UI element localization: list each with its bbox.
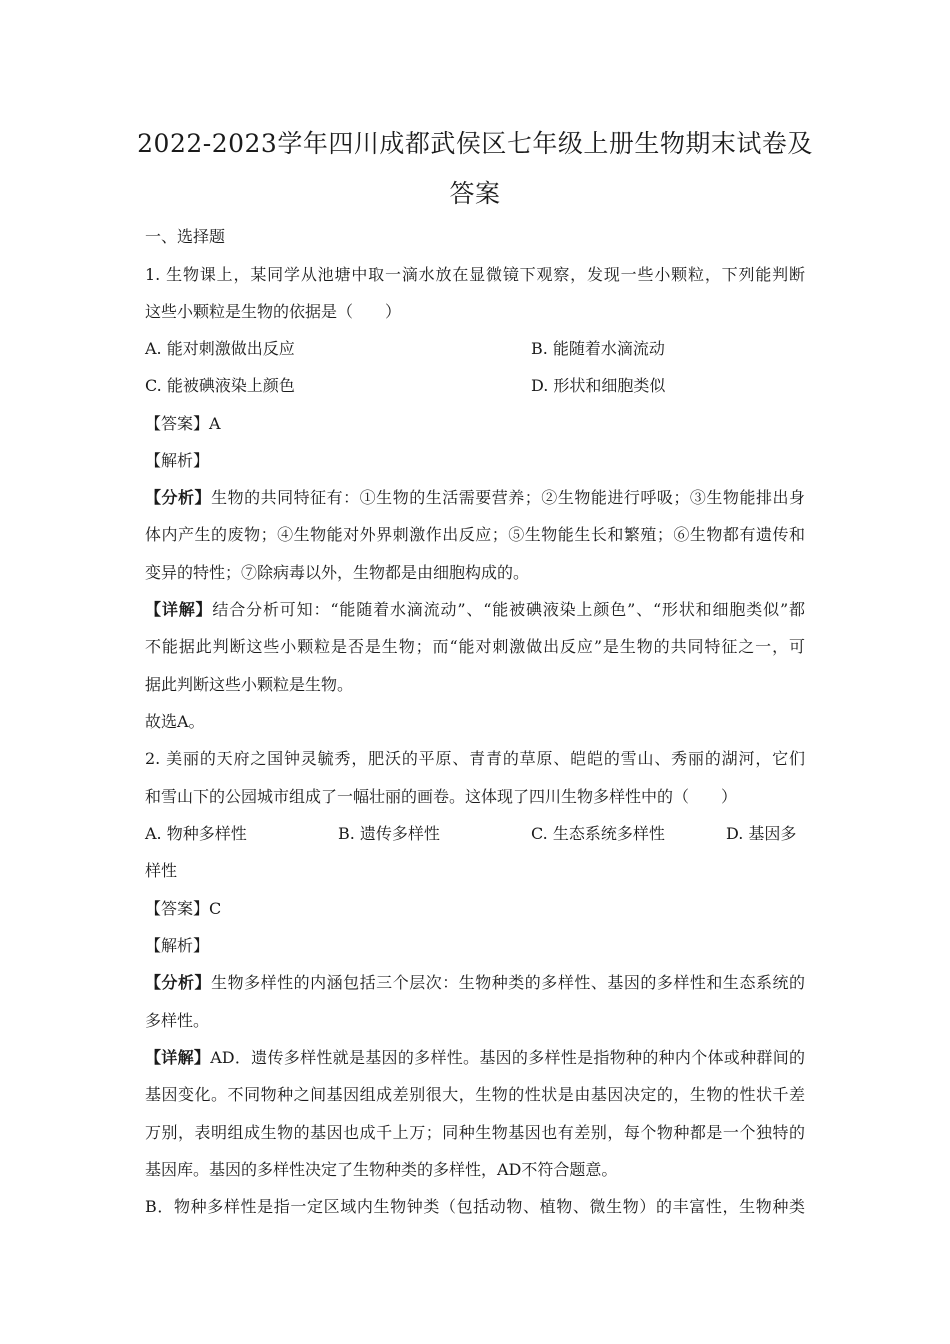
q1-fenxi-text-1: 生物的共同特征有：①生物的生活需要营养；②生物能进行呼吸；③生物能排出身 — [211, 488, 805, 507]
q1-xiangjie-line-1 — [145, 597, 805, 620]
q2-stem-line-2: 和雪山下的公园城市组成了一幅壮丽的画卷。这体现了四川生物多样性中的（ ） — [145, 787, 738, 806]
q1-xiangjie-line-2: 不能据此判断这些小颗粒是否是生物；而“能对刺激做出反应”是生物的共同特征之一，可 — [145, 637, 805, 656]
q2-xiangjie-text-1: AD．遗传多样性就是基因的多样性。基因的多样性是指物种的种内个体或种群间的 — [210, 1048, 805, 1067]
q2-xiangjie-line-2: 基因变化。不同物种之间基因组成差别很大，生物的性状是由基因决定的，生物的性状千差 — [145, 1085, 805, 1104]
q2-option-d: D. 基因多 — [726, 824, 797, 843]
q1-fenxi-line-1 — [145, 485, 805, 508]
q2-xiangjie-tag: 【详解】 — [145, 1048, 211, 1067]
q1-jiexi-label: 【解析】 — [145, 451, 210, 470]
q2-jiexi-label: 【解析】 — [145, 936, 210, 955]
q2-fenxi-line-2: 多样性。 — [145, 1011, 210, 1030]
section-heading: 一、选择题 — [145, 227, 226, 246]
q2-xiangjie-line-5: B．物种多样性是指一定区域内生物钟类（包括动物、植物、微生物）的丰富性，生物种类 — [145, 1197, 805, 1216]
q2-option-a: A. 物种多样性 — [145, 824, 247, 843]
q2-answer: 【答案】C — [145, 899, 222, 918]
q1-option-c: C. 能被碘液染上颜色 — [145, 376, 295, 395]
q2-option-c: C. 生态系统多样性 — [531, 824, 665, 843]
q1-xiangjie-line-3: 据此判断这些小颗粒是生物。 — [145, 675, 354, 694]
q2-option-d-continued: 样性 — [145, 861, 178, 880]
q1-option-a: A. 能对刺激做出反应 — [145, 339, 295, 358]
document-title-line-1: 2022-2023学年四川成都武侯区七年级上册生物期末试卷及 — [137, 129, 813, 158]
q1-stem-line-2: 这些小颗粒是生物的依据是（ ） — [145, 302, 402, 321]
q2-fenxi-tag: 【分析】 — [145, 973, 212, 992]
q1-choice: 故选A。 — [145, 712, 205, 731]
q1-stem-line-1: 1. 生物课上，某同学从池塘中取一滴水放在显微镜下观察，发现一些小颗粒，下列能判断 — [145, 265, 805, 284]
q1-answer: 【答案】A — [145, 414, 221, 433]
q2-xiangjie-line-1 — [145, 1045, 805, 1068]
q1-option-b: B. 能随着水滴流动 — [531, 339, 665, 358]
q2-xiangjie-line-3: 万别，表明组成生物的基因也成千上万；同种生物基因也有差别，每个物种都是一个独特的 — [145, 1123, 805, 1142]
q2-xiangjie-line-4: 基因库。基因的多样性决定了生物种类的多样性，AD不符合题意。 — [145, 1160, 618, 1179]
q1-xiangjie-text-1: 结合分析可知：“能随着水滴流动”、“能被碘液染上颜色”、“形状和细胞类似”都 — [212, 600, 805, 619]
q1-fenxi-tag: 【分析】 — [145, 488, 212, 507]
q1-xiangjie-tag: 【详解】 — [145, 600, 213, 619]
q1-fenxi-line-3: 变异的特性；⑦除病毒以外，生物都是由细胞构成的。 — [145, 563, 530, 582]
q2-stem-line-1: 2. 美丽的天府之国钟灵毓秀，肥沃的平原、青青的草原、皑皑的雪山、秀丽的湖河，它们 — [145, 749, 805, 768]
q2-fenxi-line-1 — [145, 970, 805, 993]
q2-option-b: B. 遗传多样性 — [338, 824, 440, 843]
document-title-line-2: 答案 — [449, 179, 501, 208]
q1-fenxi-line-2: 体内产生的废物；④生物能对外界刺激作出反应；⑤生物能生长和繁殖；⑥生物都有遗传和 — [145, 525, 805, 544]
q1-option-d: D. 形状和细胞类似 — [531, 376, 666, 395]
q2-fenxi-text-1: 生物多样性的内涵包括三个层次：生物种类的多样性、基因的多样性和生态系统的 — [211, 973, 805, 992]
